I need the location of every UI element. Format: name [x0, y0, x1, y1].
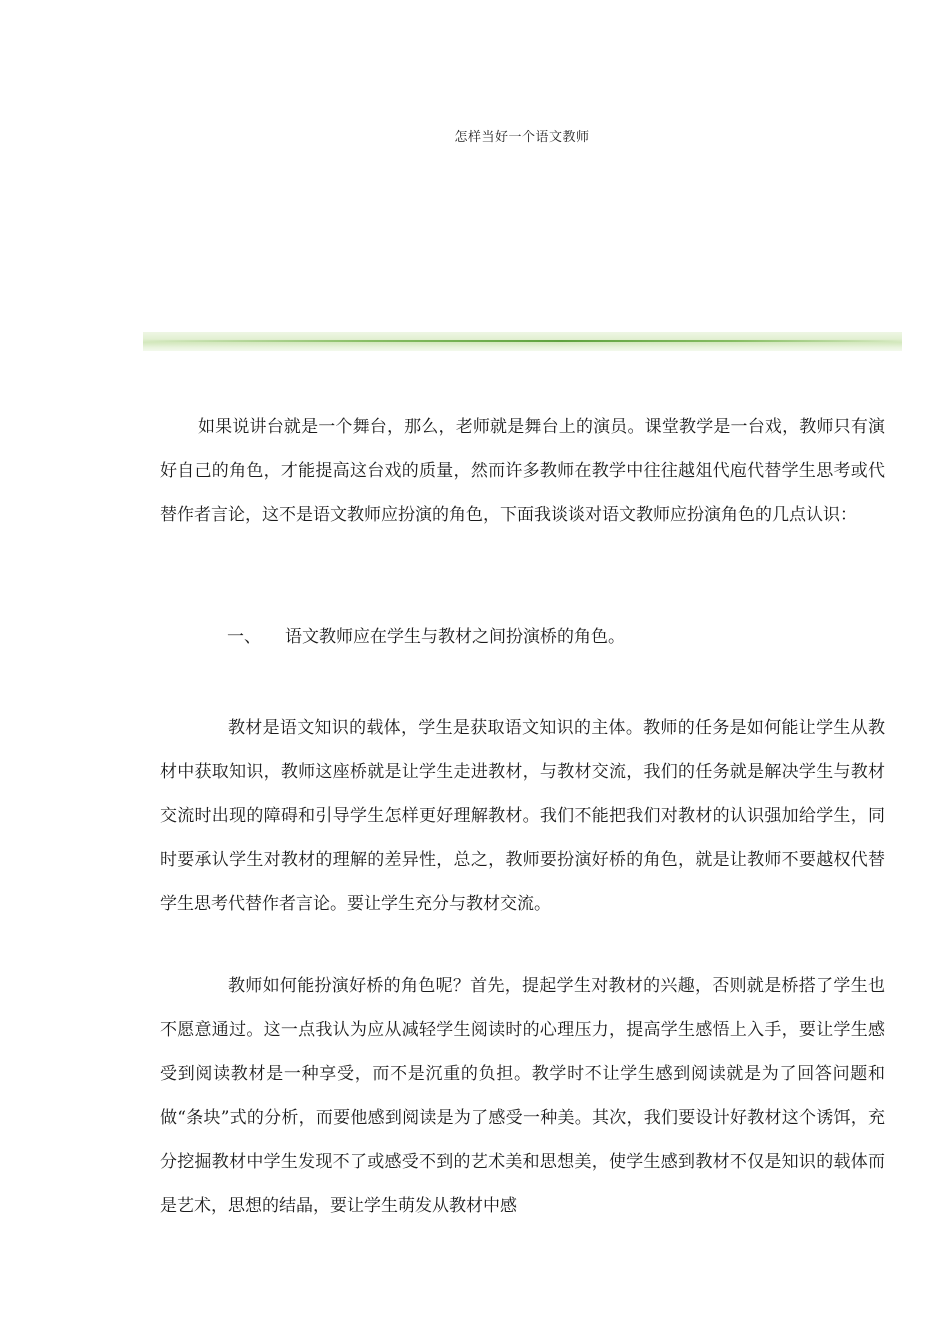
- page-title: 怎样当好一个语文教师: [454, 130, 590, 145]
- body-paragraph: 教师如何能扮演好桥的角色呢？首先，提起学生对教材的兴趣，否则就是桥搭了学生也不愿意通过。这一点我认为应从减轻学生阅读时的心理压力，提高学生感悟上入手，要让学生感受到阅读教材是一种享受，而不是沉重的负担。教学时不让学生感到阅读就是为了回答问题和做“条块”式的分析，而要他感到阅读是为了感受一种美。其次，我们要设计好教材这个诱饵，充分挖掘教材中学生发现不了或感受不到的艺术美和思想美，使学生感到教材不仅是知识的载体而是艺术，思想的结晶，要让学生萌发从教材中感: [160, 976, 885, 1216]
- decorative-divider: [143, 332, 902, 351]
- section-heading: [227, 622, 625, 652]
- intro-paragraph: 如果说讲台就是一个舞台，那么，老师就是舞台上的演员。课堂教学是一台戏，教师只有演好自己的角色，才能提高这台戏的质量，然而许多教师在教学中往往越俎代庖代替学生思考或代替作者言论，这不是语文教师应扮演的角色，下面我谈谈对语文教师应扮演角色的几点认识：: [160, 417, 885, 525]
- section-number: 一、: [227, 627, 261, 647]
- section-heading-text: 语文教师应在学生与教材之间扮演桥的角色。: [285, 627, 625, 647]
- divider-line: [143, 340, 902, 342]
- body-paragraph: 教材是语文知识的载体，学生是获取语文知识的主体。教师的任务是如何能让学生从教材中获取知识，教师这座桥就是让学生走进教材，与教材交流，我们的任务就是解决学生与教材交流时出现的障碍和引导学生怎样更好理解教材。我们不能把我们对教材的认识强加给学生，同时要承认学生对教材的理解的差异性，总之，教师要扮演好桥的角色，就是让教师不要越权代替学生思考代替作者言论。要让学生充分与教材交流。: [160, 718, 885, 914]
